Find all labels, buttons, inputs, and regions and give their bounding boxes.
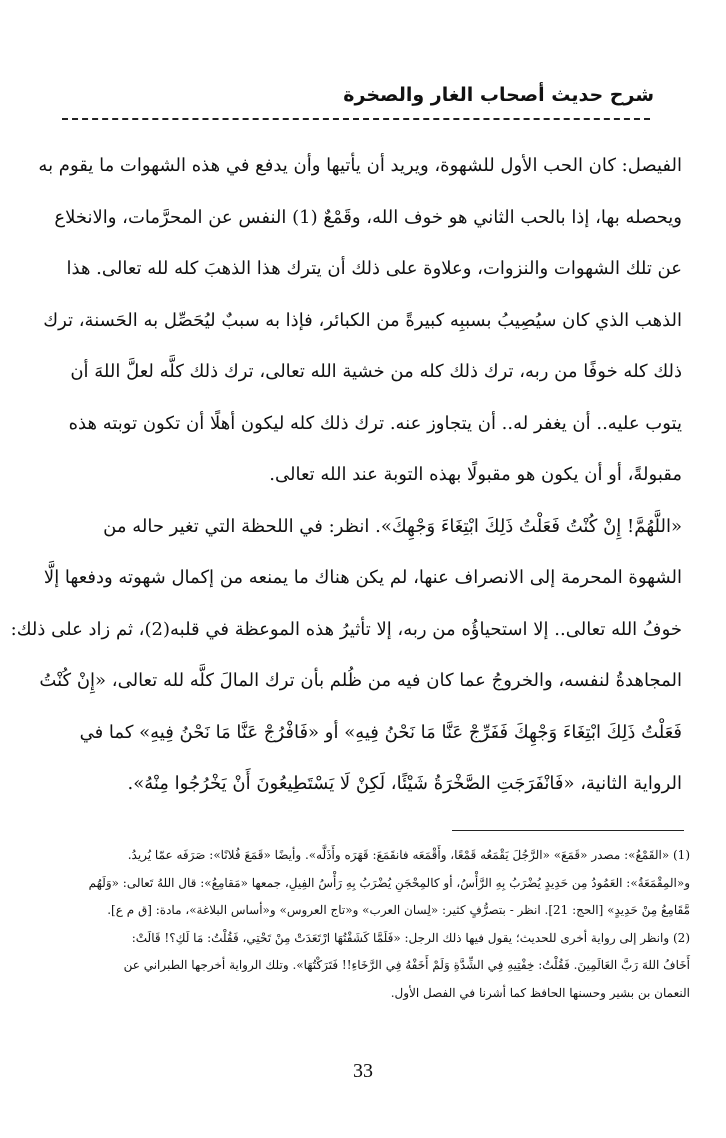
body-line: الذهب الذي كان سيُصِيبُ بسببِه كبيرةً من الكبائر، فإذا به سببٌ ليُحَصِّل به الحَسنة، ترك — [43, 309, 682, 331]
footnote-line: أَخَافُ اللهَ رَبَّ العَالَمِينَ. فَقُلْتُ: خِفْتِيهِ فِي الشِّدَّةِ وَلَمْ أَخَفْهُ فِي الرَّخَاءِ!! فَتَرَكْتُهَا». وتلك الرواية أخرجها الطبراني عن — [123, 958, 690, 972]
body-line: يتوب عليه.. أن يغفر له.. أن يتجاوز عنه. ترك ذلك كله ليكون أهلًا أن تكون توبته هذه — [68, 412, 682, 434]
body-line: المجاهدةُ لنفسه، والخروجُ عما كان فيه من ظُلم بأن ترك المالَ كلَّه لله تعالى، «إِنْ كُنْتُ — [39, 670, 682, 691]
body-line: «اللَّهُمَّ! إِنْ كُنْتُ فَعَلْتُ ذَلِكَ ابْتِغَاءَ وَجْهِكَ». انظر: في اللحظة التي تغير حاله من — [103, 515, 682, 537]
body-line: مقبولةً، أو أن يكون هو مقبولًا بهذه التوبة عند الله تعالى. — [269, 464, 682, 485]
body-line: الشهوة المحرمة إلى الانصراف عنها، لم يكن هناك ما يمنعه من إكمال شهوته ودفعها إلَّا — [43, 567, 682, 588]
page-number: 33 — [353, 1060, 373, 1082]
footnote-line: (2) وانظر إلى رواية أخرى للحديث؛ يقول فيها ذلك الرجل: «فَلَمَّا كَشَفْتُهَا ارْتَعَدَتْ مِنْ تَحْتِي، فَقُلْتُ: مَا لَكِ؟! قَالَتْ: — [131, 930, 690, 945]
body-line: خوفُ الله تعالى.. إلا استحياؤُه من ربه، إلا تأثيرُ هذه الموعظة في قلبه(2)، ثم زاد على ذلك: — [10, 618, 682, 640]
main-text-body — [10, 140, 682, 810]
body-line: ذلك كله خوفًا من ربه، ترك ذلك كله من خشية الله تعالى، ترك ذلك كلَّه لعلَّ اللهَ أن — [70, 361, 682, 382]
footnote-line: مَّقَامِعُ مِنْ حَدِيدٍ» [الحج: 21]. انظر - بتصرُّفٍ كثير: «لِسان العرب» و«تاج العروس» و«أساس البلاغة»، مادة: [ق م ع]. — [107, 903, 690, 917]
footnote-line: (1) «القَمْعُ»: مصدر «قَمَعَ» «الرَّجُلَ يَقْمَعُه قَمْعًا، وأَقْمَعَه فانقَمَعَ: قَهَرَه وأَذَلَّه». وأيضًا «قَمَعَ فُلانًا»: صَرَفَه عمّا يُريدُ. — [127, 848, 690, 862]
footnote-line: و«المِقْمَعَةُ»: العَمُودُ مِن حَدِيدٍ يُضْرَبُ بِهِ الرَّأْسُ، أو كالمِحْجَنِ يُضْرَبُ بِهِ رَأْسُ الفِيلِ، جمعها «مَقامِعُ»: قال اللهُ تَعالى: «وَلَهُم — [88, 875, 690, 890]
footnote-separator — [452, 830, 684, 831]
body-line: ويحصله بها، إذا بالحب الثاني هو خوف الله، وقَمْعٌ (1) النفس عن المحرَّمات، والانخلاع — [54, 206, 682, 228]
body-line: الفيصل: كان الحب الأول للشهوة، ويريد أن يأتيها وأن يدفع في هذه الشهوات ما يقوم به — [38, 155, 682, 176]
running-head-title: شرح حديث أصحاب الغار والصخرة — [343, 84, 654, 106]
body-line: عن تلك الشهوات والنزوات، وعلاوة على ذلك أن يترك هذا الذهبَ كله لله تعالى. هذا — [66, 258, 682, 279]
footnote-line: النعمان بن بشير وحسنها الحافظ كما أشرنا في الفصل الأول. — [390, 985, 690, 1000]
header-dashed-rule — [62, 118, 650, 120]
body-line: فَعَلْتُ ذَلِكَ ابْتِغَاءَ وَجْهِكَ فَفَرِّجْ عَنَّا مَا نَحْنُ فِيهِ» أو «فَافْرُجْ عَنَّا مَا نَحْنُ فِيهِ» كما في — [79, 721, 682, 743]
footnotes — [50, 842, 690, 1007]
body-line: الرواية الثانية، «فَانْفَرَجَتِ الصَّخْرَةُ شَيْئًا، لَكِنْ لَا يَسْتَطِيعُونَ أَنْ يَخْرُجُوا مِنْهُ». — [127, 773, 682, 794]
